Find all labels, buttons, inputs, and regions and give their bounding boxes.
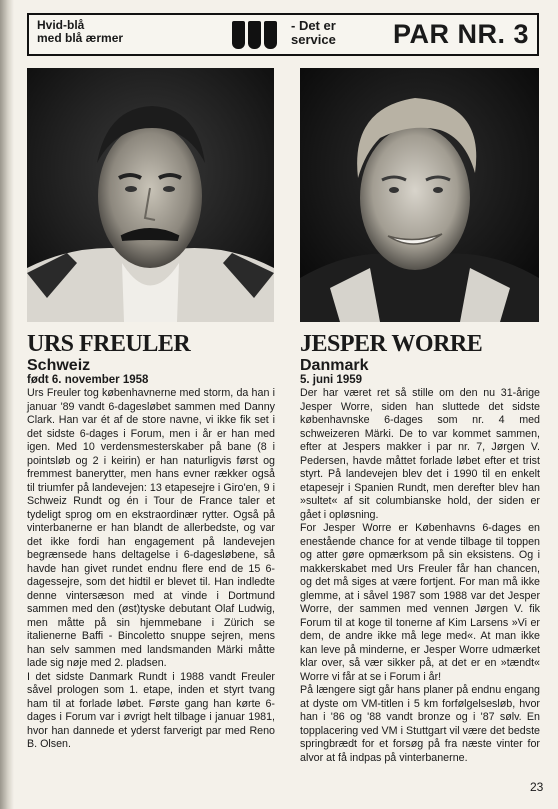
iss-logo bbox=[232, 21, 284, 49]
page-number: 23 bbox=[530, 780, 544, 794]
rider-bio bbox=[300, 387, 540, 765]
bio-paragraph: Urs Freuler tog københavnerne med storm, da han i januar '89 vandt 6-dagesløbet sammen med Danny Clark. Han var ét af de store navne, vi ikke fik set i det sidste 6-dages i Forum, men i år er han med igen. Med 10 verdensmesterskaber på bane (8 i pointsløb og 2 i keirin) er han naturligvis først og fremmest banerytter, men hans evner rækker også til triumfer på landevejen: 13 etapesejre i Giro'en, 9 i Schweiz Rundt og én i Tour de France taler et tydeligt sprog om en ekstraordinær rytter. Også på vinterbanerne er han blandt de allerbedste, og var det ikke fordi han engagement på landevejen begrænsede hans deltagelse i 6-dagesløbene, så havde han givet rundet endnu flere end de 15 6-dagessejre, som det hidtil er blevet til. Han indledte denne vintersæson med at vinde i Dortmund sammen med den (øst)tyske debutant Olaf Ludwig, men måtte på sin hjemmebane i Zürich se italienerne Baffi - Bincoletto snuppe sejren, mens han selv sammen med landsmanden Märki måtte lade sig nøje med 2. pladsen. bbox=[27, 387, 275, 669]
book-spine-shadow bbox=[0, 0, 14, 809]
pair-number: PAR NR. 3 bbox=[392, 19, 529, 49]
jersey-description bbox=[37, 19, 123, 45]
rider-column-worre bbox=[300, 332, 540, 765]
rider-bio bbox=[27, 387, 275, 752]
pair-header bbox=[27, 13, 539, 56]
bio-paragraph: På længere sigt går hans planer på endnu engang at dyste om VM-titlen i 5 km forfølgelsesløb, hvor han i '86 og '88 vandt bronze og i '87 sølv. En topplacering ved VM i Stuttgart vil være det bedste springbrædt for et forsøg på fra næste vinter for alvor at få indpas på vinterbanerne. bbox=[300, 684, 540, 764]
jersey-line-1: Hvid-blå bbox=[37, 18, 85, 32]
rider-column-freuler bbox=[27, 332, 275, 752]
rider-photo-freuler bbox=[27, 68, 274, 322]
rider-name: JESPER WORRE bbox=[300, 331, 483, 357]
rider-photo-worre bbox=[300, 68, 539, 322]
bio-paragraph: For Jesper Worre er Københavns 6-dages en enestående chance for at vende tilbage til toppen og atter gøre opmærksom på sin eksistens. Og i makkerskabet med Urs Freuler får han chancen, og det må siges at være fortjent. For man må ikke glemme, at i såvel 1987 som 1988 var det Jesper Worre, der sammen med vennen Jørgen V. fik Forum til at koge til tonerne af Kim Larsens »Vi er dem, de andre ikke må lege med«. At man ikke kan leve på minderne, er Jesper Worre udmærket klar over, så vær sikker på, at det er en »tændt« Worre vi får at se i Forum i år! bbox=[300, 522, 540, 683]
bio-paragraph: Der har været ret så stille om den nu 31-årige Jesper Worre, siden han sluttede det sidste københavnske 6-dages som nr. 4 med schweizeren Märki. De to var kommet sammen, efter at Jespers makker i par nr. 7, Jørgen V. Pedersen, havde måttet forlade løbet efter et trist styrt. På landevejen blev det i 1990 til en enkelt etapesejr i Spanien Rundt, men derefter blev han »sultet« af sit columbianske hold, der siden er gået i opløsning. bbox=[300, 387, 540, 521]
rider-birthdate: født 6. november 1958 bbox=[27, 374, 149, 386]
rider-birthdate: 5. juni 1959 bbox=[300, 374, 363, 386]
slogan-line-2: service bbox=[291, 32, 336, 47]
bio-paragraph: I det sidste Danmark Rundt i 1988 vandt Freuler såvel prologen som 1. etape, inden et styrt tvang ham til at forlade løbet. Første gang han kørte 6-dages i Forum var i øvrigt helt tilbage i januar 1981, hvor han dannede et yderst farverigt par med Reno B. Olsen. bbox=[27, 670, 275, 750]
rider-name: URS FREULER bbox=[27, 331, 191, 357]
rider-country: Schweiz bbox=[27, 357, 91, 374]
rider-country: Danmark bbox=[300, 357, 369, 374]
slogan-line-1: - Det er bbox=[291, 18, 336, 33]
jersey-line-2: med blå ærmer bbox=[37, 31, 124, 45]
sponsor-slogan bbox=[291, 19, 336, 47]
